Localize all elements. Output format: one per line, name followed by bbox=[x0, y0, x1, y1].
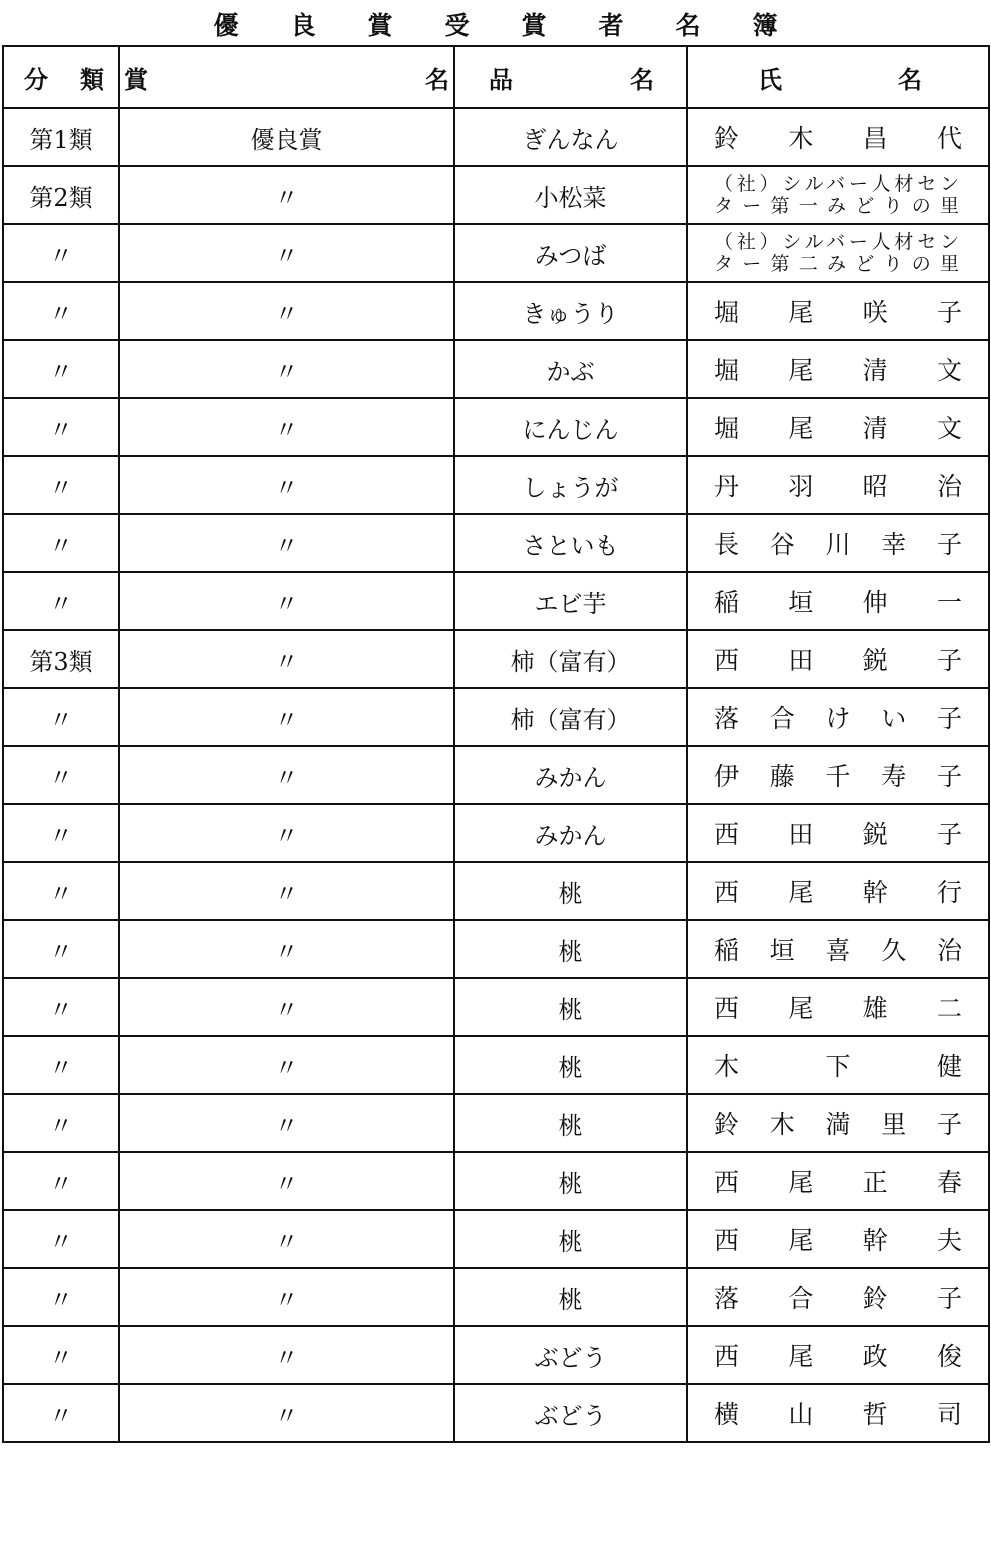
award-cell: 〃 bbox=[119, 398, 454, 456]
header-item: 品 名 bbox=[454, 46, 687, 108]
name-cell bbox=[687, 1094, 989, 1152]
name-char: 羽 bbox=[788, 472, 814, 501]
name-cell bbox=[687, 630, 989, 688]
category-cell: 〃 bbox=[3, 224, 119, 282]
name-char: 田 bbox=[788, 820, 814, 849]
award-cell: 〃 bbox=[119, 340, 454, 398]
category-cell: 〃 bbox=[3, 1210, 119, 1268]
name-char: 西 bbox=[714, 1342, 740, 1371]
name-char: 尾 bbox=[788, 1342, 814, 1371]
item-cell: 柿（富有） bbox=[454, 688, 687, 746]
table-row bbox=[3, 282, 989, 340]
award-cell: 〃 bbox=[119, 224, 454, 282]
award-cell: 〃 bbox=[119, 572, 454, 630]
name-char: 幹 bbox=[862, 878, 888, 907]
page-title bbox=[0, 6, 991, 42]
category-cell: 〃 bbox=[3, 688, 119, 746]
name-char: 行 bbox=[936, 878, 962, 907]
item-cell: 桃 bbox=[454, 1268, 687, 1326]
category-cell: 〃 bbox=[3, 920, 119, 978]
item-cell: にんじん bbox=[454, 398, 687, 456]
name-char: 健 bbox=[936, 1052, 962, 1081]
award-cell: 〃 bbox=[119, 166, 454, 224]
name-cell bbox=[687, 398, 989, 456]
table-row bbox=[3, 1210, 989, 1268]
name-char: 二 bbox=[936, 994, 962, 1023]
name-char: 子 bbox=[936, 530, 962, 559]
name-char: 子 bbox=[936, 1284, 962, 1313]
category-cell: 〃 bbox=[3, 978, 119, 1036]
award-cell: 〃 bbox=[119, 1152, 454, 1210]
category-cell: 〃 bbox=[3, 340, 119, 398]
item-cell: 桃 bbox=[454, 1094, 687, 1152]
table-row bbox=[3, 804, 989, 862]
table-row bbox=[3, 456, 989, 514]
item-cell: みかん bbox=[454, 746, 687, 804]
name-char: 夫 bbox=[936, 1226, 962, 1255]
name-char: 子 bbox=[936, 820, 962, 849]
name-char: 清 bbox=[862, 356, 888, 385]
table-row bbox=[3, 1036, 989, 1094]
title-char: 良 bbox=[290, 11, 316, 40]
name-cell bbox=[687, 572, 989, 630]
name-char: 春 bbox=[936, 1168, 962, 1197]
name-char: 伸 bbox=[862, 588, 888, 617]
name-cell bbox=[687, 108, 989, 166]
item-cell: 桃 bbox=[454, 1152, 687, 1210]
name-char: 昌 bbox=[862, 124, 888, 153]
award-table bbox=[2, 45, 990, 1443]
name-char: 幸 bbox=[881, 530, 907, 559]
table-row bbox=[3, 746, 989, 804]
name-char: 川 bbox=[825, 530, 851, 559]
name-char: 長 bbox=[714, 530, 740, 559]
name-line: （社）シルバー人材セン bbox=[714, 231, 962, 253]
name-char: 伊 bbox=[714, 762, 740, 791]
name-cell bbox=[687, 456, 989, 514]
name-char: 鋭 bbox=[862, 646, 888, 675]
name-char: 正 bbox=[862, 1168, 888, 1197]
item-cell: 桃 bbox=[454, 1036, 687, 1094]
name-char: 司 bbox=[936, 1400, 962, 1429]
name-char: 尾 bbox=[788, 1168, 814, 1197]
award-cell: 〃 bbox=[119, 1268, 454, 1326]
item-cell: さといも bbox=[454, 514, 687, 572]
name-char: 子 bbox=[936, 298, 962, 327]
category-cell: 第1類 bbox=[3, 108, 119, 166]
name-char: 子 bbox=[936, 762, 962, 791]
name-char: 代 bbox=[936, 124, 962, 153]
award-cell: 〃 bbox=[119, 804, 454, 862]
table-row bbox=[3, 108, 989, 166]
item-cell: かぶ bbox=[454, 340, 687, 398]
table-row bbox=[3, 688, 989, 746]
name-char: 幹 bbox=[862, 1226, 888, 1255]
item-cell: 桃 bbox=[454, 978, 687, 1036]
category-cell: 〃 bbox=[3, 282, 119, 340]
award-cell: 〃 bbox=[119, 688, 454, 746]
name-line: （社）シルバー人材セン bbox=[714, 173, 962, 195]
award-cell: 〃 bbox=[119, 282, 454, 340]
item-cell: みかん bbox=[454, 804, 687, 862]
award-cell: 〃 bbox=[119, 1094, 454, 1152]
name-char: 子 bbox=[936, 1110, 962, 1139]
category-cell: 〃 bbox=[3, 862, 119, 920]
category-cell: 第2類 bbox=[3, 166, 119, 224]
item-cell: 柿（富有） bbox=[454, 630, 687, 688]
name-char: 下 bbox=[825, 1052, 851, 1081]
name-char: 子 bbox=[936, 704, 962, 733]
name-cell bbox=[687, 920, 989, 978]
name-cell bbox=[687, 1036, 989, 1094]
name-cell bbox=[687, 166, 989, 224]
table-row bbox=[3, 514, 989, 572]
award-cell: 〃 bbox=[119, 1326, 454, 1384]
name-char: 咲 bbox=[862, 298, 888, 327]
title-char: 名 bbox=[675, 11, 701, 40]
name-char: 合 bbox=[769, 704, 795, 733]
category-cell: 〃 bbox=[3, 1094, 119, 1152]
name-char: 落 bbox=[714, 1284, 740, 1313]
name-char: 藤 bbox=[769, 762, 795, 791]
name-cell bbox=[687, 862, 989, 920]
award-cell: 〃 bbox=[119, 1384, 454, 1442]
item-cell: しょうが bbox=[454, 456, 687, 514]
award-cell: 〃 bbox=[119, 630, 454, 688]
table-row bbox=[3, 1326, 989, 1384]
name-char: 子 bbox=[936, 646, 962, 675]
item-cell: エビ芋 bbox=[454, 572, 687, 630]
name-char: 木 bbox=[714, 1052, 740, 1081]
table-row bbox=[3, 224, 989, 282]
name-cell bbox=[687, 746, 989, 804]
award-cell: 〃 bbox=[119, 746, 454, 804]
table-row bbox=[3, 1152, 989, 1210]
name-cell bbox=[687, 688, 989, 746]
name-char: 鈴 bbox=[862, 1284, 888, 1313]
item-cell: きゅうり bbox=[454, 282, 687, 340]
table-row bbox=[3, 1268, 989, 1326]
name-char: 田 bbox=[788, 646, 814, 675]
award-cell: 優良賞 bbox=[119, 108, 454, 166]
item-cell: 桃 bbox=[454, 1210, 687, 1268]
title-char: 優 bbox=[213, 11, 239, 40]
name-cell bbox=[687, 1384, 989, 1442]
name-char: 治 bbox=[936, 472, 962, 501]
category-cell: 〃 bbox=[3, 1268, 119, 1326]
name-char: 尾 bbox=[788, 878, 814, 907]
name-char: 文 bbox=[936, 356, 962, 385]
name-char: 千 bbox=[825, 762, 851, 791]
name-char: 西 bbox=[714, 1168, 740, 1197]
name-char: 合 bbox=[788, 1284, 814, 1313]
table-row bbox=[3, 398, 989, 456]
table-row bbox=[3, 1384, 989, 1442]
name-char: 西 bbox=[714, 820, 740, 849]
name-char: い bbox=[881, 704, 907, 733]
table-row bbox=[3, 572, 989, 630]
name-char: 喜 bbox=[825, 936, 851, 965]
award-cell: 〃 bbox=[119, 862, 454, 920]
name-char: 久 bbox=[881, 936, 907, 965]
name-line: ター第二みどりの里 bbox=[714, 253, 962, 275]
name-char: 里 bbox=[881, 1110, 907, 1139]
name-char: 垣 bbox=[769, 936, 795, 965]
name-char: 堀 bbox=[714, 356, 740, 385]
category-cell: 〃 bbox=[3, 1326, 119, 1384]
table-row bbox=[3, 340, 989, 398]
category-cell: 第3類 bbox=[3, 630, 119, 688]
item-cell: みつば bbox=[454, 224, 687, 282]
name-char: 鋭 bbox=[862, 820, 888, 849]
name-line: ター第一みどりの里 bbox=[714, 195, 962, 217]
name-char: 昭 bbox=[862, 472, 888, 501]
name-cell bbox=[687, 1268, 989, 1326]
name-cell bbox=[687, 1152, 989, 1210]
item-cell: 桃 bbox=[454, 920, 687, 978]
name-char: 木 bbox=[788, 124, 814, 153]
header-category: 分 類 bbox=[3, 46, 119, 108]
name-char: 落 bbox=[714, 704, 740, 733]
name-cell bbox=[687, 804, 989, 862]
category-cell: 〃 bbox=[3, 1152, 119, 1210]
name-char: 寿 bbox=[881, 762, 907, 791]
category-cell: 〃 bbox=[3, 1036, 119, 1094]
name-char: 稲 bbox=[714, 936, 740, 965]
name-char: 清 bbox=[862, 414, 888, 443]
header-name: 氏 名 bbox=[687, 46, 989, 108]
header-award: 賞 名 bbox=[119, 46, 454, 108]
category-cell: 〃 bbox=[3, 572, 119, 630]
title-char: 賞 bbox=[367, 11, 393, 40]
award-cell: 〃 bbox=[119, 978, 454, 1036]
item-cell: ぶどう bbox=[454, 1326, 687, 1384]
category-cell: 〃 bbox=[3, 514, 119, 572]
name-char: 垣 bbox=[788, 588, 814, 617]
title-char: 受 bbox=[444, 11, 470, 40]
table-row bbox=[3, 1094, 989, 1152]
title-char: 者 bbox=[598, 11, 624, 40]
name-cell bbox=[687, 1326, 989, 1384]
title-char: 簿 bbox=[752, 11, 778, 40]
name-char: 横 bbox=[714, 1400, 740, 1429]
item-cell: 桃 bbox=[454, 862, 687, 920]
name-char: 文 bbox=[936, 414, 962, 443]
name-char: 尾 bbox=[788, 414, 814, 443]
name-char: 堀 bbox=[714, 298, 740, 327]
name-char: 稲 bbox=[714, 588, 740, 617]
award-cell: 〃 bbox=[119, 456, 454, 514]
name-cell bbox=[687, 340, 989, 398]
name-char: 丹 bbox=[714, 472, 740, 501]
category-cell: 〃 bbox=[3, 1384, 119, 1442]
name-char: 堀 bbox=[714, 414, 740, 443]
name-char: 木 bbox=[769, 1110, 795, 1139]
name-char: 一 bbox=[936, 588, 962, 617]
name-char: 尾 bbox=[788, 1226, 814, 1255]
name-char: 政 bbox=[862, 1342, 888, 1371]
name-char: 治 bbox=[936, 936, 962, 965]
name-char: 尾 bbox=[788, 298, 814, 327]
name-cell bbox=[687, 282, 989, 340]
name-char: 満 bbox=[825, 1110, 851, 1139]
name-cell bbox=[687, 224, 989, 282]
name-char: 西 bbox=[714, 646, 740, 675]
name-char: 山 bbox=[788, 1400, 814, 1429]
name-cell bbox=[687, 1210, 989, 1268]
table-row bbox=[3, 630, 989, 688]
item-cell: ぎんなん bbox=[454, 108, 687, 166]
name-char: 尾 bbox=[788, 356, 814, 385]
category-cell: 〃 bbox=[3, 746, 119, 804]
table-row bbox=[3, 920, 989, 978]
title-char: 賞 bbox=[521, 11, 547, 40]
award-cell: 〃 bbox=[119, 1036, 454, 1094]
name-char: 鈴 bbox=[714, 1110, 740, 1139]
name-char: 俊 bbox=[936, 1342, 962, 1371]
name-char: け bbox=[825, 704, 851, 733]
category-cell: 〃 bbox=[3, 456, 119, 514]
name-char: 西 bbox=[714, 1226, 740, 1255]
name-char: 鈴 bbox=[714, 124, 740, 153]
name-char: 西 bbox=[714, 994, 740, 1023]
table-row bbox=[3, 862, 989, 920]
award-cell: 〃 bbox=[119, 1210, 454, 1268]
name-char: 哲 bbox=[862, 1400, 888, 1429]
name-char: 西 bbox=[714, 878, 740, 907]
item-cell: ぶどう bbox=[454, 1384, 687, 1442]
item-cell: 小松菜 bbox=[454, 166, 687, 224]
name-char: 雄 bbox=[862, 994, 888, 1023]
table-row bbox=[3, 978, 989, 1036]
name-cell bbox=[687, 978, 989, 1036]
name-char: 尾 bbox=[788, 994, 814, 1023]
category-cell: 〃 bbox=[3, 804, 119, 862]
award-cell: 〃 bbox=[119, 514, 454, 572]
name-char: 谷 bbox=[769, 530, 795, 559]
header-row bbox=[3, 46, 989, 108]
award-cell: 〃 bbox=[119, 920, 454, 978]
category-cell: 〃 bbox=[3, 398, 119, 456]
name-cell bbox=[687, 514, 989, 572]
table-row bbox=[3, 166, 989, 224]
